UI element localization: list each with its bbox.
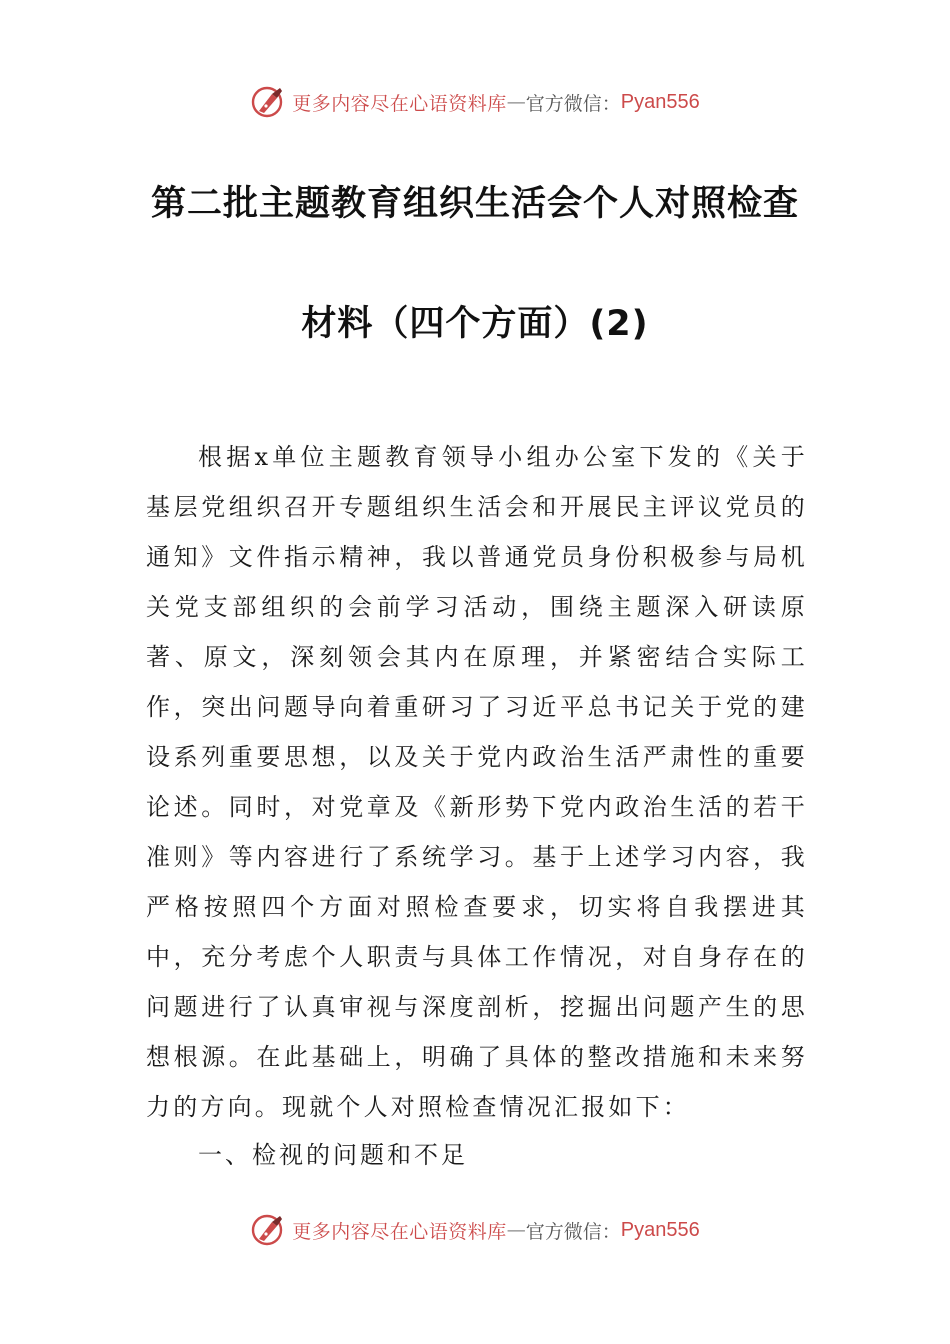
section-heading: 一、检视的问题和不足 (198, 1141, 468, 1169)
header-watermark (0, 82, 950, 122)
watermark-handle: Pyan556 (620, 90, 700, 113)
watermark-separator: — (506, 1219, 526, 1241)
document-title-line-1: 第二批主题教育组织生活会个人对照检查 (150, 184, 799, 224)
pen-nib-icon (250, 84, 286, 120)
footer-watermark (0, 1210, 950, 1250)
watermark-label: 官方微信： (525, 92, 621, 115)
document-title-line-2: 材料（四个方面）(2) (301, 304, 649, 344)
watermark-text: 更多内容尽在心语资料库 (292, 92, 507, 115)
pen-nib-icon (250, 1212, 286, 1248)
watermark-separator: — (506, 91, 526, 113)
watermark-handle: Pyan556 (620, 1218, 700, 1241)
body-paragraph: 根据x单位主题教育领导小组办公室下发的《关于基层党组织召开专题组织生活会和开展民主评议党员的通知》文件指示精神，我以普通党员身份积极参与局机关党支部组织的会前学习活动，围绕主题深入研读原著、原文，深刻领会其内在原理，并紧密结合实际工作，突出问题导向着重研习了习近平总书记关于党的建设系列重要思想，以及关于党内政治生活严肃性的重要论述。同时，对党章及《新形势下党内政治生活的若干准则》等内容进行了系统学习。基于上述学习内容，我严格按照四个方面对照检查要求，切实将自我摆进其中，充分考虑个人职责与具体工作情况，对自身存在的问题进行了认真审视与深度剖析，挖掘出问题产生的思想根源。在此基础上，明确了具体的整改措施和未来努力的方向。现就个人对照检查情况汇报如下： (146, 443, 808, 1121)
watermark-text: 更多内容尽在心语资料库 (292, 1220, 507, 1243)
watermark-label: 官方微信： (525, 1220, 621, 1243)
